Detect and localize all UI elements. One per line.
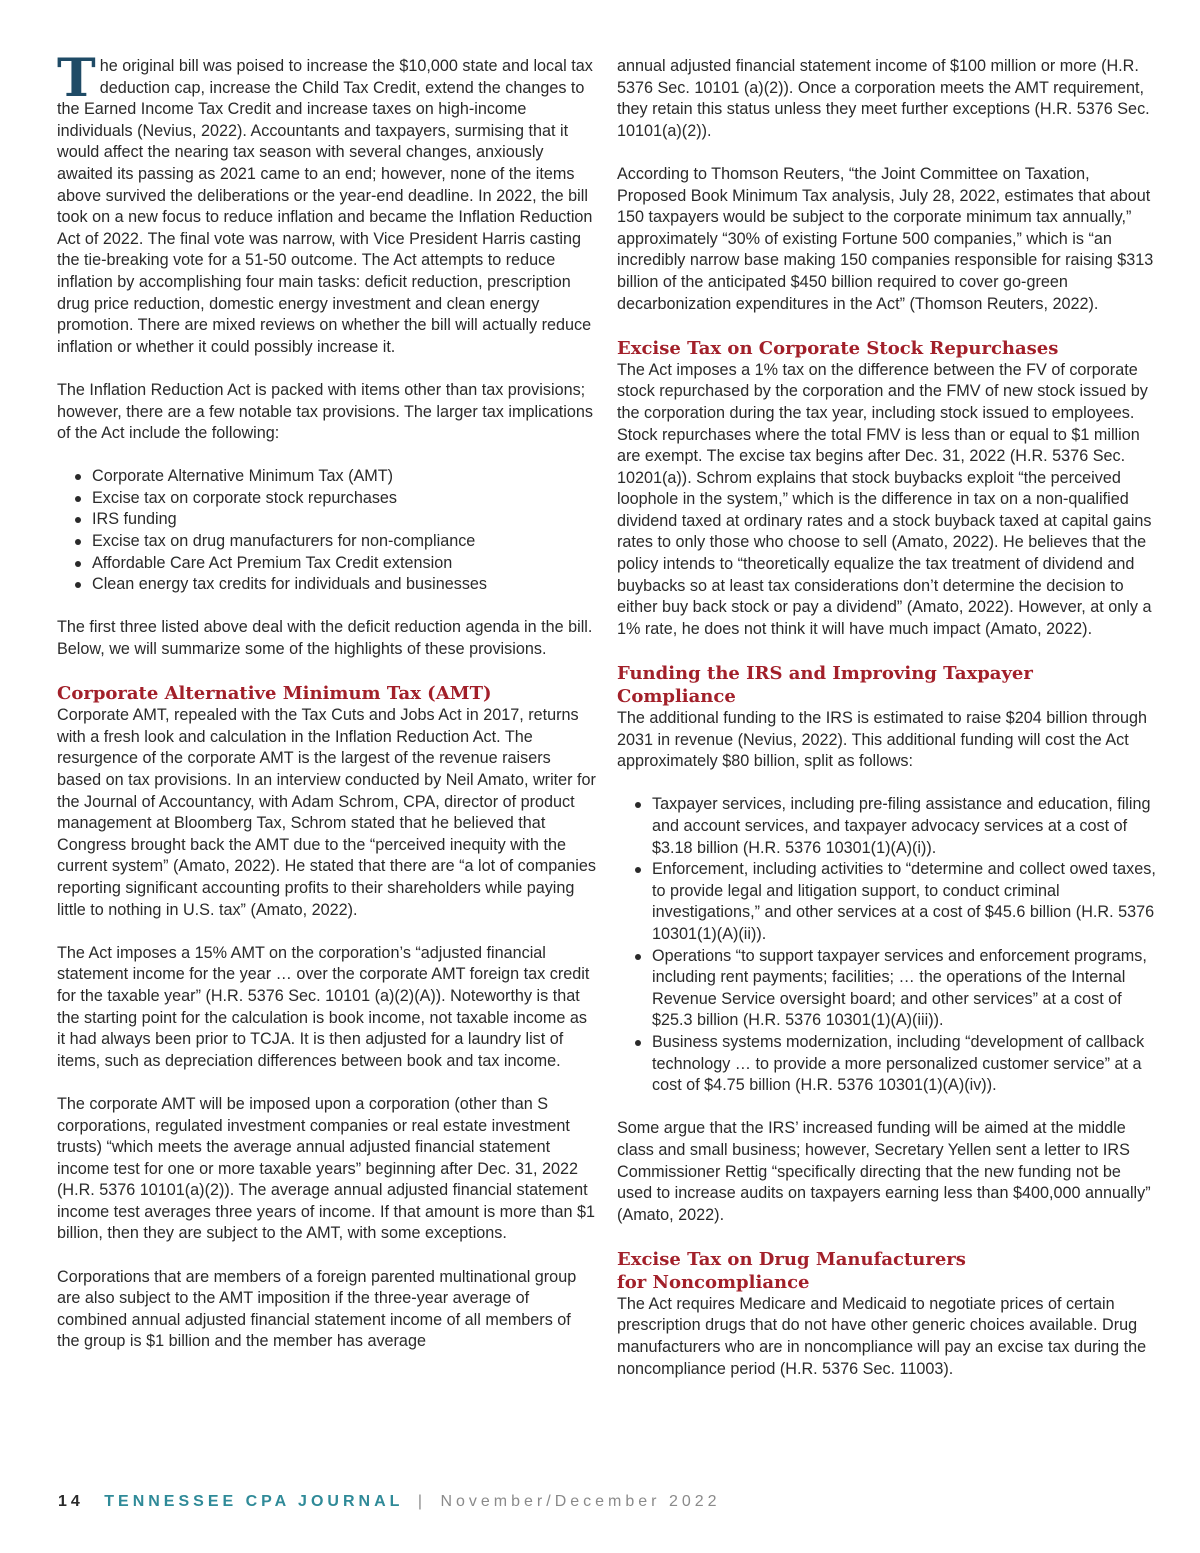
list-item: Excise tax on drug manufacturers for non-compliance (75, 531, 597, 553)
irs-funding-heading: Funding the IRS and Improving Taxpayer Compliance (617, 663, 1033, 708)
list-item: Affordable Care Act Premium Tax Credit extension (75, 553, 597, 575)
bullet-icon (635, 1040, 641, 1046)
amt-heading: Corporate Alternative Minimum Tax (AMT) (57, 683, 492, 705)
bullet-icon (635, 802, 641, 808)
bullet-icon (75, 561, 81, 567)
drug-manufacturers-paragraph: The Act requires Medicare and Medicaid to negotiate prices of certain prescription drugs that do not have other generic choices available. Drug manufacturers who are in noncompliance will pay an excise tax during the noncompliance period (H.R. 5376 Sec. 11003). (617, 1294, 1147, 1378)
footer-separator: | (417, 1493, 426, 1510)
drug-manufacturers-heading: Excise Tax on Drug Manufacturers for Noncompliance (617, 1248, 966, 1293)
excise-tax-paragraph: The Act imposes a 1% tax on the difference between the FV of corporate stock repurchased by the corporation and the FMV of new stock issued by the corporation during the tax year, including stock issued to employees. Stock repurchases where the total FMV is less than or equal to $1 million are exempt. The excise tax begins after Dec. 31, 2022 (H.R. 5376 Sec. 10201(a)). Schrom explains that stock buybacks exploit “the perceived loophole in the system,” which is the difference in tax on a non-qualified dividend taxed at ordinary rates and a stock buyback taxed at capital gains rates to only those who choose to sell (Amato, 2022). He believes that the policy intends to “theoretically equalize the tax treatment of dividend and buybacks so at least tax considerations don’t determine the decision to either buy back stock or pay a dividend” (Amato, 2022). However, at only a 1% rate, he does not think it will have much impact (Amato, 2022). (617, 360, 1152, 638)
bullet-icon (75, 582, 81, 588)
list-item: Taxpayer services, including pre-filing assistance and education, filing and account services, and taxpayer advocacy services at a cost of $3.18 billion (H.R. 5376 10301(1)(A)(i)). (635, 794, 1157, 859)
irs-funding-paragraph: The additional funding to the IRS is estimated to raise $204 billion through 2031 in revenue (Nevius, 2022). This additional funding will cost the Act approximately $80 billion, split as follows: (617, 709, 1148, 771)
provisions-list (57, 466, 597, 596)
drop-cap: T (57, 48, 96, 109)
bullet-icon (75, 496, 81, 502)
bullet-icon (75, 474, 81, 480)
thomson-reuters-paragraph: According to Thomson Reuters, “the Joint Committee on Taxation, Proposed Book Minimum Tax analysis, July 28, 2022, estimates that about 150 taxpayers would be subject to the corporate minimum tax annually,” approximately “30% of existing Fortune 500 companies,” which is “an incredibly narrow base making 150 companies responsible for raising $313 billion of the anticipated $450 billion required to cover go-green decarbonization expenditures in the Act” (Thomson Reuters, 2022). (617, 164, 1154, 313)
intro-text: he original bill was poised to increase the $10,000 state and local tax deduction cap, increase the Child Tax Credit, extend the changes to the Earned Income Tax Credit and increase taxes on high-income individuals (Nevius, 2022). Accountants and taxpayers, surmising that it would affect the nearing tax season with several changes, anxiously awaited its passing as 2021 came to an end; however, none of the items above survived the deliberations or the year-end deadline. In 2022, the bill took on a new focus to reduce inflation and became the Inflation Reduction Act of 2022. The final vote was narrow, with Vice President Harris casting the tie-breaking vote for a 51-50 outcome. The Act attempts to reduce inflation by accomplishing four main tasks: deficit reduction, prescription drug price reduction, domestic energy investment and clean energy promotion. There are mixed reviews on whether the bill will actually reduce inflation or whether it could possibly increase it. (57, 57, 593, 356)
page-footer (58, 1493, 721, 1511)
amt-paragraph-4: Corporations that are members of a foreign parented multinational group are also subject to the AMT imposition if the three-year average of combined annual adjusted financial statement income of all members of the group is $1 billion and the member has average (57, 1267, 577, 1351)
list-item: Enforcement, including activities to “determine and collect owed taxes, to provide legal and litigation support, to conduct criminal investigations,” and other services at a cost of $45.6 billion (H.R. 5376 10301(1)(A)(ii)). (635, 859, 1157, 945)
page-number: 14 (58, 1493, 84, 1510)
bullet-icon (75, 517, 81, 523)
irs-funding-list (617, 794, 1157, 1096)
provisions-intro-paragraph: The Inflation Reduction Act is packed with items other than tax provisions; however, there are a few notable tax provisions. The larger tax implications of the Act include the following: (57, 380, 593, 443)
list-item: Corporate Alternative Minimum Tax (AMT) (75, 466, 597, 488)
list-item: Business systems modernization, including “development of callback technology … to provide a more personalized customer service” at a cost of $4.75 billion (H.R. 5376 10301(1)(A)(iv)). (635, 1032, 1157, 1097)
excise-tax-heading: Excise Tax on Corporate Stock Repurchases (617, 337, 1059, 359)
deficit-paragraph: The first three listed above deal with the deficit reduction agenda in the bill. Below, we will summarize some of the highlights of these provisions. (57, 618, 593, 659)
list-item: Excise tax on corporate stock repurchases (75, 488, 597, 510)
intro-paragraph (57, 48, 597, 358)
list-item: Operations “to support taxpayer services and enforcement programs, including rent payments; facilities; … the operations of the Internal Revenue Service oversight board; and other services” at a cost of $25.3 billion (H.R. 5376 10301(1)(A)(iii)). (635, 946, 1157, 1032)
bullet-icon (635, 954, 641, 960)
bullet-icon (635, 867, 641, 873)
publication-name: TENNESSEE CPA JOURNAL (104, 1493, 404, 1510)
amt-continued-paragraph: annual adjusted financial statement income of $100 million or more (H.R. 5376 Sec. 10101 (a)(2)). Once a corporation meets the AMT requirement, they retain this status unless they meet further exceptions (H.R. 5376 Sec. 10101(a)(2)). (617, 57, 1150, 140)
list-item: Clean energy tax credits for individuals and businesses (75, 574, 597, 596)
amt-paragraph-3: The corporate AMT will be imposed upon a corporation (other than S corporations, regulated investment companies or real estate investment trusts) “which meets the average annual adjusted financial statement income test for one or more taxable years” beginning after Dec. 31, 2022 (H.R. 5376 10101(a)(2)). The average annual adjusted financial statement income test averages three years of income. If that amount is more than $1 billion, then they are subject to the AMT, with some exceptions. (57, 1094, 596, 1243)
irs-audit-paragraph: Some argue that the IRS’ increased funding will be aimed at the middle class and small business; however, Secretary Yellen sent a letter to IRS Commissioner Rettig “specifically directing that the new funding not be used to increase audits on taxpayers earning less than $400,000 annually” (Amato, 2022). (617, 1119, 1151, 1224)
amt-paragraph-1: Corporate AMT, repealed with the Tax Cuts and Jobs Act in 2017, returns with a fresh look and calculation in the Inflation Reduction Act. The resurgence of the corporate AMT is the largest of the revenue raisers based on tax provisions. In an interview conducted by Neil Amato, writer for the Journal of Accountancy, with Adam Schrom, CPA, director of product management at Bloomberg Tax, Schrom stated that he believed that Congress brought back the AMT due to the “perceived inequity with the current system” (Amato, 2022). He stated that there are “a lot of companies reporting significant accounting profits to their shareholders while paying little to nothing in U.S. tax” (Amato, 2022). (57, 706, 596, 919)
amt-paragraph-2: The Act imposes a 15% AMT on the corporation’s “adjusted financial statement income for the year … over the corporate AMT foreign tax credit for the taxable year” (H.R. 5376 Sec. 10101 (a)(2)(A)). Noteworthy is that the starting point for the calculation is book income, not taxable income as it had always been prior to TCJA. It is then adjusted for a laundry list of items, such as depreciation differences between book and tax income. (57, 943, 590, 1070)
list-item: IRS funding (75, 509, 597, 531)
bullet-icon (75, 539, 81, 545)
left-column (57, 48, 597, 1353)
issue-date: November/December 2022 (440, 1493, 721, 1510)
right-column (617, 56, 1157, 1380)
